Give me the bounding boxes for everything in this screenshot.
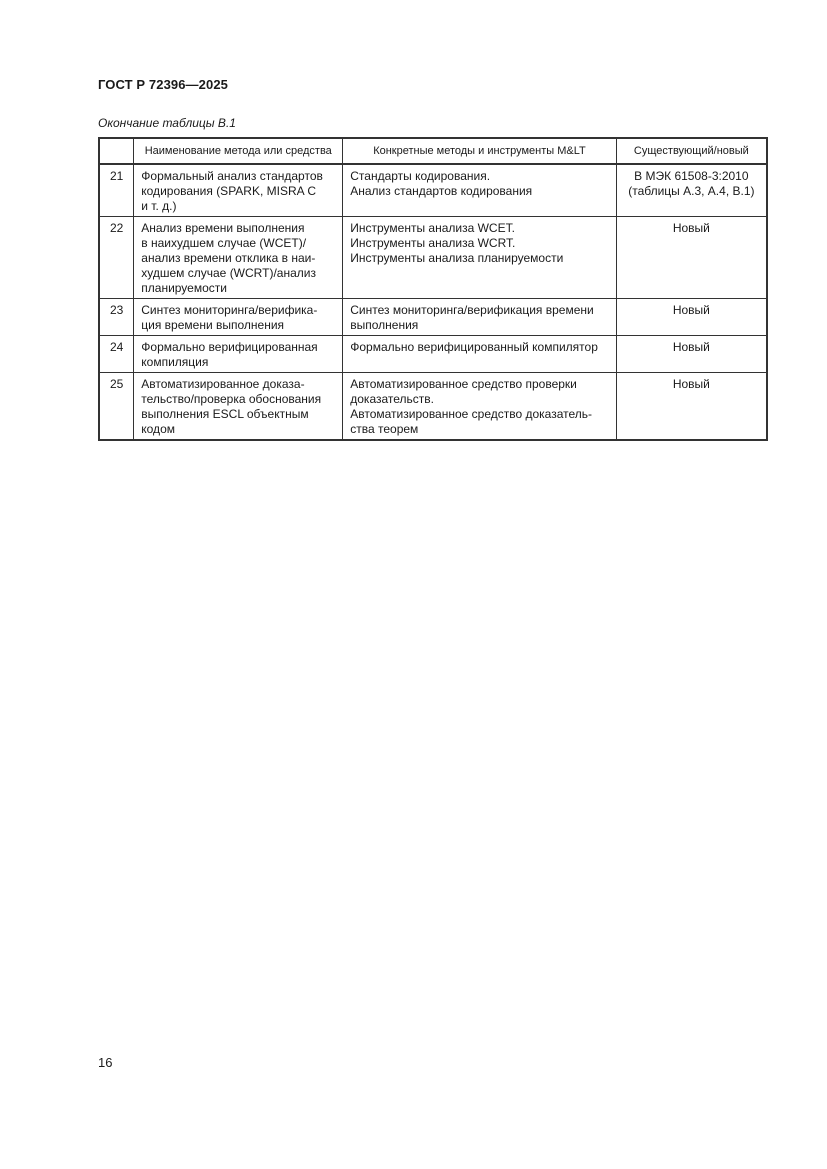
cell-line: Новый bbox=[672, 340, 710, 354]
cell-line: Новый bbox=[672, 221, 710, 235]
cell-line: доказательств. bbox=[350, 392, 434, 406]
row-number-cell: 21 bbox=[99, 164, 134, 217]
status-cell bbox=[616, 217, 767, 299]
page-number: 16 bbox=[98, 1055, 113, 1070]
cell-line: Автоматизированное средство доказатель- bbox=[350, 407, 593, 421]
column-header-status: Существующий/новый bbox=[616, 138, 767, 164]
cell-line: ства теорем bbox=[350, 422, 419, 436]
cell-line: анализ времени отклика в наи- bbox=[141, 251, 316, 265]
cell-line: Инструменты анализа планируемости bbox=[350, 251, 564, 265]
cell-line: Синтез мониторинга/верифика- bbox=[141, 303, 318, 317]
row-number-cell: 22 bbox=[99, 217, 134, 299]
tools-cell bbox=[343, 299, 616, 336]
cell-line: Стандарты кодирования. bbox=[350, 169, 491, 183]
tools-cell bbox=[343, 217, 616, 299]
method-name-cell bbox=[134, 217, 343, 299]
cell-line: кодом bbox=[141, 422, 175, 436]
cell-line: (таблицы А.3, А.4, В.1) bbox=[628, 184, 755, 198]
row-number-cell: 24 bbox=[99, 336, 134, 373]
cell-line: ция времени выполнения bbox=[141, 318, 285, 332]
cell-line: Синтез мониторинга/верификация времени bbox=[350, 303, 594, 317]
table-caption: Окончание таблицы В.1 bbox=[98, 116, 236, 130]
column-header-number bbox=[99, 138, 134, 164]
cell-line: Анализ стандартов кодирования bbox=[350, 184, 533, 198]
row-number-cell: 25 bbox=[99, 373, 134, 441]
cell-line: выполнения bbox=[350, 318, 419, 332]
column-header-method-name: Наименование метода или средства bbox=[134, 138, 343, 164]
cell-line: Формальный анализ стандартов bbox=[141, 169, 323, 183]
status-cell bbox=[616, 299, 767, 336]
cell-line: тельство/проверка обоснования bbox=[141, 392, 322, 406]
cell-line: Новый bbox=[672, 303, 710, 317]
method-name-cell bbox=[134, 299, 343, 336]
cell-line: Формально верифицированный компилятор bbox=[350, 340, 598, 354]
table-row bbox=[99, 299, 767, 336]
methods-table bbox=[98, 137, 768, 441]
cell-line: худшем случае (WCRT)/анализ bbox=[141, 266, 316, 280]
row-number-cell: 23 bbox=[99, 299, 134, 336]
table-row bbox=[99, 373, 767, 441]
cell-line: Анализ времени выполнения bbox=[141, 221, 305, 235]
status-cell bbox=[616, 373, 767, 441]
document-title: ГОСТ Р 72396—2025 bbox=[98, 77, 228, 92]
cell-line: в наихудшем случае (WCET)/ bbox=[141, 236, 307, 250]
column-header-tools: Конкретные методы и инструменты M&LT bbox=[343, 138, 616, 164]
status-cell bbox=[616, 336, 767, 373]
tools-cell bbox=[343, 373, 616, 441]
cell-line: компиляция bbox=[141, 355, 209, 369]
table-row bbox=[99, 336, 767, 373]
method-name-cell bbox=[134, 336, 343, 373]
cell-line: Инструменты анализа WCET. bbox=[350, 221, 515, 235]
cell-line: В МЭК 61508-3:2010 bbox=[634, 169, 749, 183]
cell-line: Инструменты анализа WCRT. bbox=[350, 236, 516, 250]
cell-line: и т. д.) bbox=[141, 199, 177, 213]
tools-cell bbox=[343, 336, 616, 373]
method-name-cell bbox=[134, 373, 343, 441]
cell-line: Формально верифицированная bbox=[141, 340, 318, 354]
cell-line: кодирования (SPARK, MISRA C bbox=[141, 184, 316, 198]
table-row bbox=[99, 164, 767, 217]
cell-line: Автоматизированное средство проверки bbox=[350, 377, 577, 391]
tools-cell bbox=[343, 164, 616, 217]
cell-line: Новый bbox=[672, 377, 710, 391]
cell-line: выполнения ESCL объектным bbox=[141, 407, 309, 421]
status-cell bbox=[616, 164, 767, 217]
cell-line: Автоматизированное доказа- bbox=[141, 377, 305, 391]
table-header-row bbox=[99, 138, 767, 164]
table-row bbox=[99, 217, 767, 299]
cell-line: планируемости bbox=[141, 281, 227, 295]
method-name-cell bbox=[134, 164, 343, 217]
